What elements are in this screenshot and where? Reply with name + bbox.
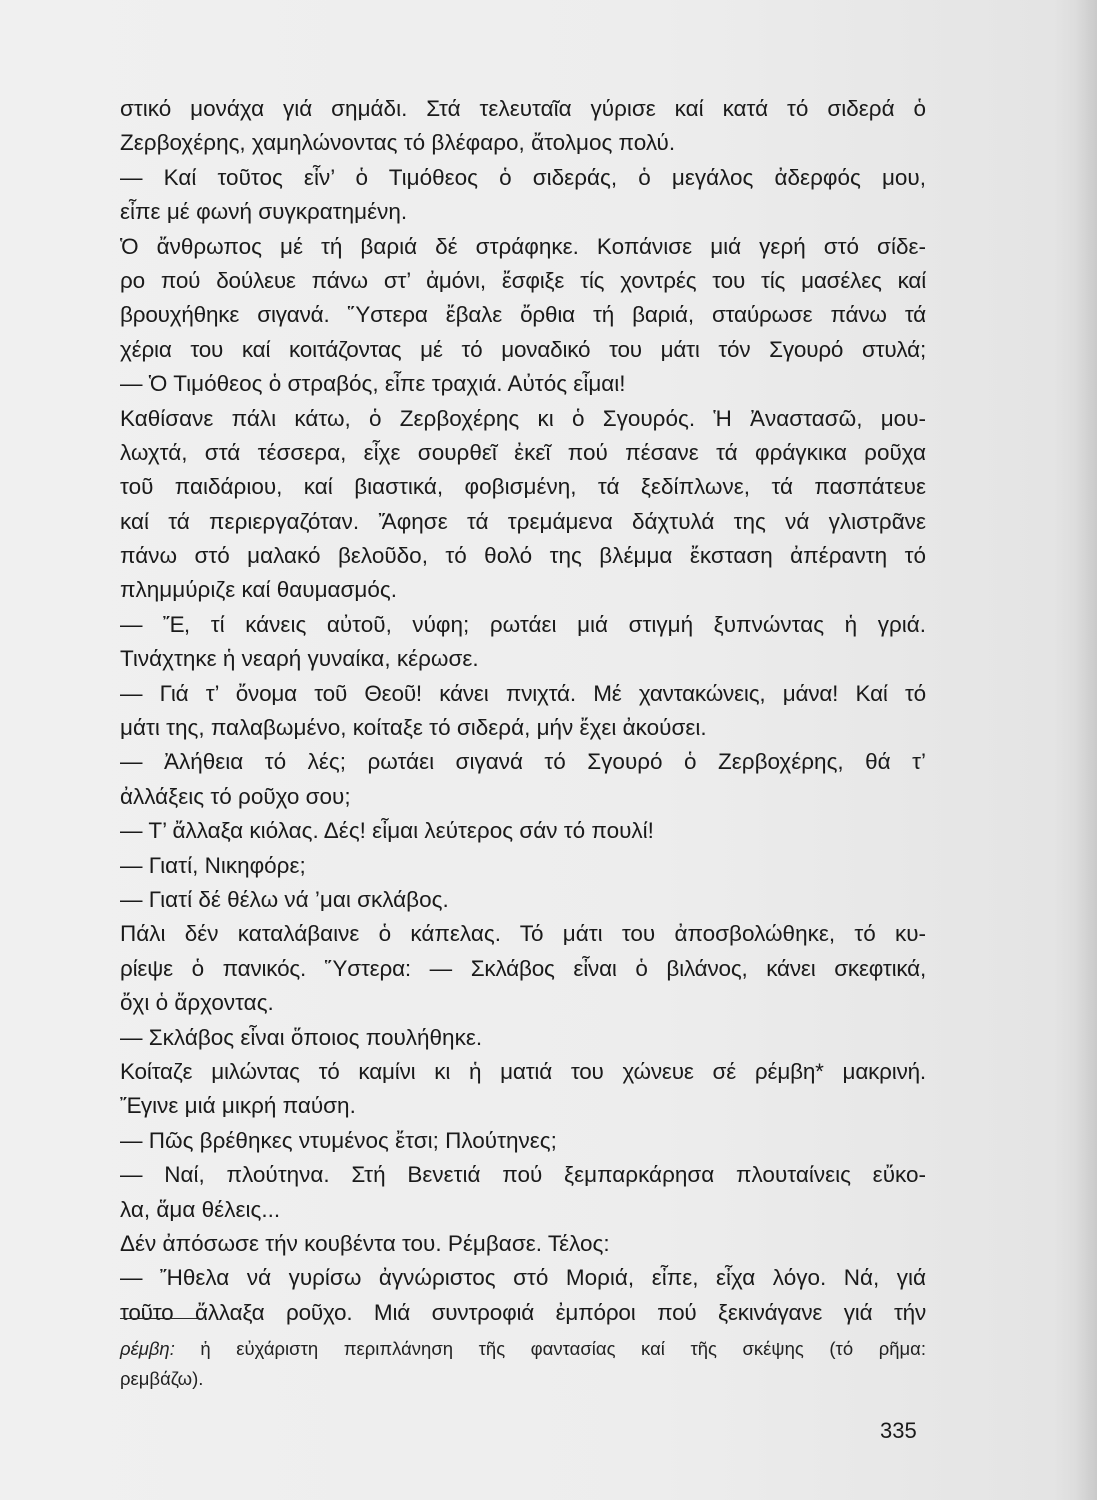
footnote-term: ρέμβη: — [120, 1338, 175, 1359]
text-line: μάτι της, παλαβωμένο, κοίταξε τό σιδερά, μήν ἔχει ἀκούσει. — [120, 715, 707, 741]
text-line: ρίεψε ὁ πανικός. Ὕστερα: — Σκλάβος εἶναι ὁ βιλάνος, κάνει σκεφτικά, — [120, 955, 926, 981]
text-line: καί τά περιεργαζόταν. Ἄφησε τά τρεμάμενα δάχτυλά της νά γλιστρᾶνε — [120, 508, 926, 534]
text-line: — Ναί, πλούτηνα. Στή Βενετιά πού ξεμπαρκάρησα πλουταίνεις εὔκο- — [120, 1162, 926, 1188]
text-line: λωχτά, στά τέσσερα, εἶχε σουρθεῖ ἐκεῖ πού πέσανε τά φράγκικα ροῦχα — [120, 439, 926, 465]
text-line: βρουχήθηκε σιγανά. Ὕστερα ἔβαλε ὄρθια τή βαριά, σταύρωσε πάνω τά — [120, 302, 926, 328]
text-line: ρο πού δούλευε πάνω στ’ ἀμόνι, ἔσφιξε τίς χοντρές του τίς μασέλες καί — [120, 267, 926, 293]
text-line: στικό μονάχα γιά σημάδι. Στά τελευταῖα γύρισε καί κατά τό σιδερά ὁ — [120, 96, 926, 121]
text-line: — Πῶς βρέθηκες ντυμένος ἔτσι; Πλούτηνες; — [120, 1127, 557, 1153]
text-line: τοῦτο ἄλλαξα ροῦχο. Μιά συντροφιά ἐμπόροι πού ξεκινάγανε γιά τήν — [120, 1299, 926, 1325]
text-line: — Γιά τ’ ὄνομα τοῦ Θεοῦ! κάνει πνιχτά. Μέ χαντακώνεις, μάνα! Καί τό — [120, 680, 926, 706]
text-line: — Τ’ ἄλλαξα κιόλας. Δές! εἶμαι λεύτερος σάν τό πουλί! — [120, 818, 654, 844]
footnote — [120, 1334, 926, 1394]
text-line: ἀλλάξεις τό ροῦχο σου; — [120, 783, 351, 809]
text-line: ὄχι ὁ ἄρχοντας. — [120, 990, 274, 1016]
footnote-line — [120, 1334, 926, 1364]
footnote-text: ρεμβάζω). — [120, 1368, 204, 1389]
text-line: — Γιατί δέ θέλω νά ’μαι σκλάβος. — [120, 886, 449, 912]
text-line: πλημμύριζε καί θαυμασμός. — [120, 577, 398, 603]
footnote-line — [120, 1364, 926, 1394]
text-line: Δέν ἀπόσωσε τήν κουβέντα του. Ρέμβασε. Τέλος: — [120, 1230, 610, 1256]
text-line: — Σκλάβος εἶναι ὅποιος πουλήθηκε. — [120, 1024, 483, 1050]
text-line: Καθίσανε πάλι κάτω, ὁ Ζερβοχέρης κι ὁ Σγουρός. Ἡ Ἀναστασῶ, μου- — [120, 405, 926, 431]
page-edge-shadow — [1075, 0, 1097, 1500]
text-line: — Καί τοῦτος εἶν’ ὁ Τιμόθεος ὁ σιδεράς, ὁ μεγάλος ἀδερφός μου, — [120, 164, 926, 190]
text-line: Ἔγινε μιά μικρή παύση. — [120, 1093, 356, 1119]
footnote-divider — [120, 1318, 200, 1319]
page-number: 335 — [880, 1418, 917, 1443]
text-line: — Ἤθελα νά γυρίσω ἀγνώριστος στό Μοριά, εἶπε, εἶχα λόγο. Νά, γιά — [120, 1265, 926, 1291]
text-line: — Γιατί, Νικηφόρε; — [120, 852, 306, 878]
text-line: Τινάχτηκε ἡ νεαρή γυναίκα, κέρωσε. — [120, 646, 479, 672]
footnote-text: ἡ εὐχάριστη περιπλάνηση τῆς φαντασίας καί τῆς σκέψης (τό ρῆμα: — [200, 1338, 926, 1359]
text-line: — Ἔ, τί κάνεις αὐτοῦ, νύφη; ρωτάει μιά στιγμή ξυπνώντας ἡ γριά. — [120, 611, 926, 637]
text-line: — Ὁ Τιμόθεος ὁ στραβός, εἶπε τραχιά. Αὐτός εἶμαι! — [120, 371, 626, 397]
text-line: Ζερβοχέρης, χαμηλώνοντας τό βλέφαρο, ἄτολμος πολύ. — [120, 130, 676, 156]
text-line: Κοίταζε μιλώντας τό καμίνι κι ἡ ματιά του χώνευε σέ ρέμβη* μακρινή. — [120, 1058, 926, 1084]
text-line: Ὁ ἄνθρωπος μέ τή βαριά δέ στράφηκε. Κοπάνισε μιά γερή στό σίδε- — [120, 233, 926, 259]
text-line: λα, ἅμα θέλεις... — [120, 1196, 281, 1222]
text-line: εἶπε μέ φωνή συγκρατημένη. — [120, 199, 408, 225]
main-text — [120, 92, 926, 1330]
text-line: — Ἀλήθεια τό λές; ρωτάει σιγανά τό Σγουρό ὁ Ζερβοχέρης, θά τ’ — [120, 749, 926, 775]
text-line: Πάλι δέν καταλάβαινε ὁ κάπελας. Τό μάτι του ἀποσβολώθηκε, τό κυ- — [120, 921, 926, 947]
text-line: χέρια του καί κοιτάζοντας μέ τό μοναδικό του μάτι τόν Σγουρό στυλά; — [120, 336, 926, 362]
text-line: πάνω στό μαλακό βελοῦδο, τό θολό της βλέμμα ἔκσταση ἀπέραντη τό — [120, 543, 926, 569]
text-line: τοῦ παιδάριου, καί βιαστικά, φοβισμένη, τά ξεδίπλωνε, τά πασπάτευε — [120, 474, 926, 500]
